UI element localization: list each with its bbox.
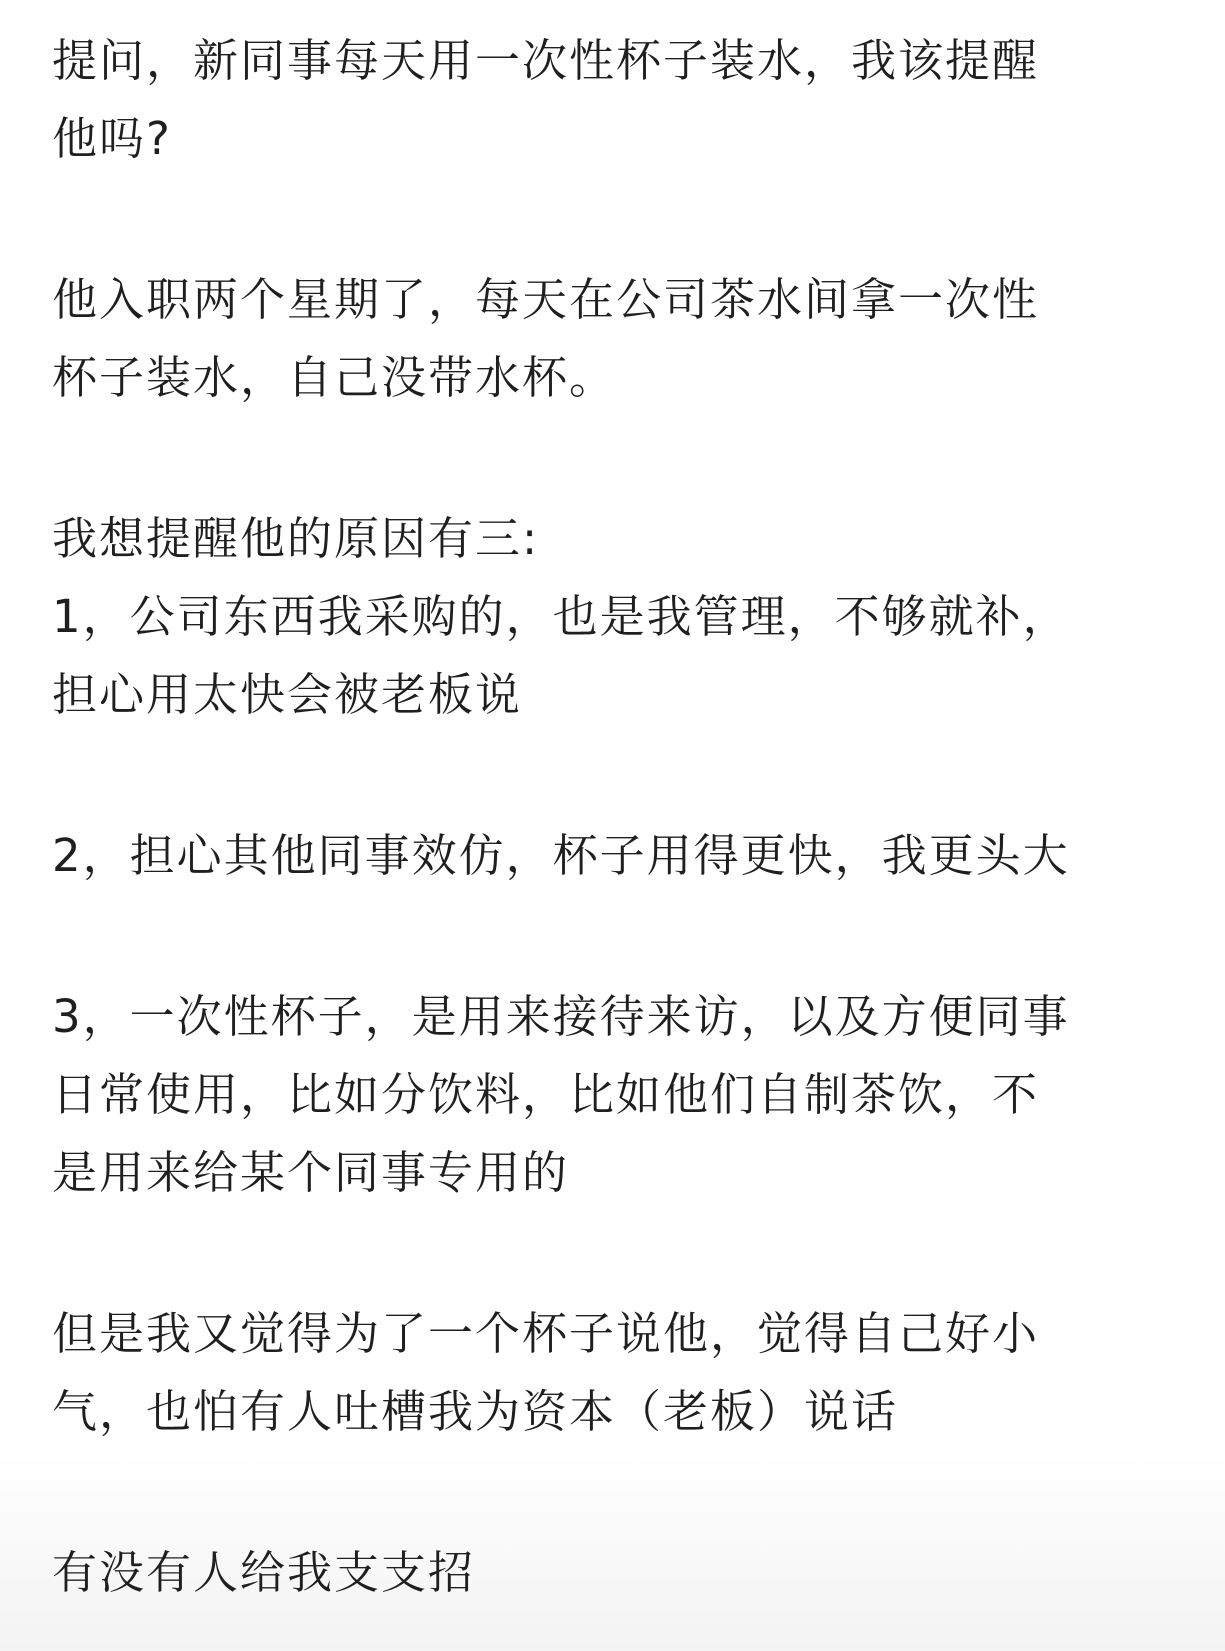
text-line: 但是我又觉得为了一个杯子说他，觉得自己好小 [52,1307,1040,1360]
paragraph-gap [52,895,1192,978]
paragraph-gap [52,1212,1192,1295]
paragraph-gap [52,1451,1192,1534]
text-line: 担心用太快会被老板说 [52,668,523,721]
text-line: 杯子装水，自己没带水杯。 [52,351,617,404]
closing-paragraph [52,1534,1192,1612]
text-line: 有没有人给我支支招 [52,1546,476,1599]
text-line: 气，也怕有人吐槽我为资本（老板）说话 [52,1385,899,1438]
text-line: 提问，新同事每天用一次性杯子装水，我该提醒 [52,34,1040,87]
text-line: 我想提醒他的原因有三: [52,512,540,565]
post-body [52,22,1192,1612]
text-line: 日常使用，比如分饮料，比如他们自制茶饮，不 [52,1068,1040,1121]
paragraph-gap [52,178,1192,261]
question-paragraph [52,22,1192,178]
text-line: 2，担心其他同事效仿，杯子用得更快，我更头大 [52,829,1070,882]
paragraph-gap [52,734,1192,817]
context-paragraph [52,261,1192,417]
paragraph-gap [52,417,1192,500]
doubt-paragraph [52,1295,1192,1451]
text-line: 他吗? [52,112,172,165]
reason3-paragraph [52,978,1192,1212]
text-line: 是用来给某个同事专用的 [52,1146,570,1199]
text-line: 1，公司东西我采购的，也是我管理，不够就补， [52,590,1070,643]
reasons-paragraph [52,500,1192,734]
text-line: 他入职两个星期了，每天在公司茶水间拿一次性 [52,273,1040,326]
reason2-paragraph [52,817,1192,895]
text-line: 3，一次性杯子，是用来接待来访，以及方便同事 [52,990,1070,1043]
